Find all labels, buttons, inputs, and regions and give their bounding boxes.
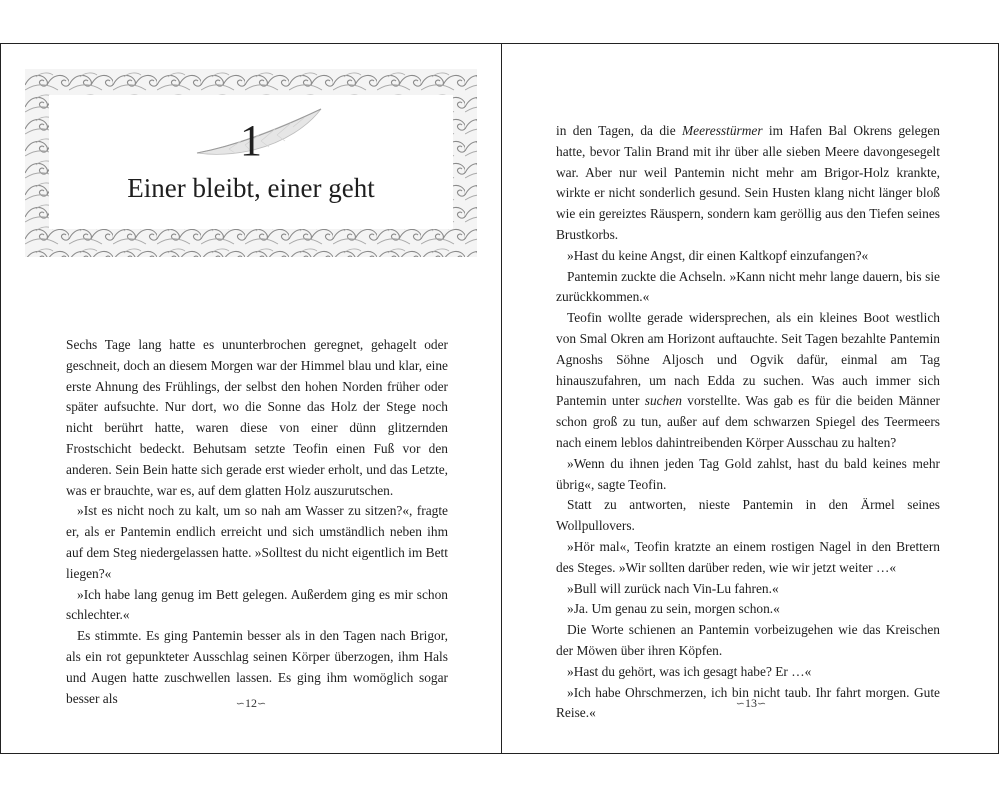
chapter-header [25, 69, 477, 257]
left-page-text [66, 335, 448, 709]
chapter-number: 1 [240, 116, 262, 165]
paragraph: »Wenn du ihnen jeden Tag Gold zahlst, hast du bald keines mehr übrig«, sagte Teofin. [556, 455, 940, 492]
emphasis: suchen [644, 393, 682, 409]
chapter-title: Einer bleibt, einer geht [127, 173, 375, 203]
left-page [1, 44, 501, 753]
paragraph: »Bull will zurück nach Vin-Lu fahren.« [567, 580, 779, 596]
paragraph: »Ich habe lang genug im Bett gelegen. Außerdem ging es mir schon schlechter.« [66, 586, 448, 623]
paragraph [556, 121, 940, 246]
right-page [502, 44, 1000, 753]
paragraph [556, 308, 940, 454]
paragraph: Die Worte schienen an Pantemin vorbeizugehen wie das Kreischen der Möwen über ihren Köpfen. [556, 622, 940, 658]
paragraph: »Ich habe Ohrschmerzen, ich bin nicht taub. Ihr fahrt morgen. Gute Reise.« [556, 684, 940, 721]
page-number-left [1, 696, 501, 711]
paragraph: »Hast du keine Angst, dir einen Kaltkopf einzufangen?« [567, 247, 869, 263]
paragraph: Pantemin zuckte die Achseln. »Kann nicht mehr lange dauern, bis sie zurückkommen.« [556, 268, 940, 305]
page-number-right [502, 696, 1000, 711]
book-spread [0, 43, 999, 754]
paragraph: Es stimmte. Es ging Pantemin besser als in den Tagen nach Brigor, als ein rot gepunkteter Ausschlag seinen Körper überzogen, ihm Hals und Augen hatte zuschwellen lassen. Es ging ihm womöglich sogar besser als [66, 628, 448, 706]
wave-ornament-icon: ∽ [735, 698, 745, 710]
wave-ornament-icon: ∽ [757, 698, 767, 710]
paragraph: Sechs Tage lang hatte es ununterbrochen geregnet, gehagelt oder geschneit, doch an diesem Morgen war der Himmel blau und klar, eine erste Ahnung des Frühlings, der selbst den hohen Norden früher oder später aufsuchte. Nur dort, wo die Sonne das Holz der Stege noch nicht berührt hatte, waren diese von einer dünn glitzernden Frostschicht bedeckt. Behutsam setzte Teofin einen Fuß vor den anderen. Sein Bein hatte sich gerade erst wieder erholt, und das Letzte, was er brauchte, war es, auf dem glatten Holz auszurutschen. [66, 337, 448, 498]
text-run: im Hafen Bal Okrens gelegen hatte, bevor Talin Brand mit ihr über alle sieben Meere davongesegelt war. Aber nur weil Pantemin nicht mehr am Brigor-Holz krankte, wirkte er nicht sonderlich gesund. Sein Husten klang nicht länger bloß wie ein gereiztes Räuspern, sondern kam geröllig aus den Tiefen seines Brustkorbs. [556, 123, 940, 242]
paragraph: »Hör mal«, Teofin kratzte an einem rostigen Nagel in den Brettern des Steges. »Wir sollten darüber reden, wie wir jetzt weiter …« [556, 538, 940, 575]
paragraph: »Hast du gehört, was ich gesagt habe? Er …« [567, 663, 812, 679]
chapter-title-panel [49, 95, 453, 229]
paragraph: »Ja. Um genau zu sein, morgen schon.« [567, 601, 780, 617]
text-run: in den Tagen, da die [556, 123, 683, 138]
text-run: vorstellte. Was gab es für die beiden Männer schon groß zu tun, außer auf dem schwarzen Spiegel des Teermeers nach einem leblos dahintreibenden Körper Ausschau zu halten? [556, 393, 940, 450]
paragraph: Statt zu antworten, nieste Pantemin in den Ärmel seines Wollpullovers. [556, 497, 940, 534]
paragraph: »Ist es nicht noch zu kalt, um so nah am Wasser zu sitzen?«, fragte er, als er Pantemin endlich erreicht und sich umständlich neben ihm auf dem Steg niedergelassen hatte. »Solltest du nicht eigentlich im Bett liegen?« [66, 503, 448, 581]
page-number: 12 [245, 696, 257, 710]
page-number: 13 [745, 696, 757, 710]
ship-name: Meeresstürmer [682, 123, 763, 138]
wave-ornament-icon: ∽ [257, 698, 267, 710]
text-run: Teofin wollte gerade widersprechen, als ein kleines Boot westlich von Smal Okren am Horizont auftauchte. Seit Tagen bezahlte Pantemin Agnoshs Söhne Aljosch und Ogvik dafür, einmal am Tag hinauszufahren, um nach Edda zu suchen. Was auch immer sich Pantemin unter [556, 310, 940, 409]
right-page-text [556, 121, 940, 724]
wave-ornament-icon: ∽ [235, 698, 245, 710]
